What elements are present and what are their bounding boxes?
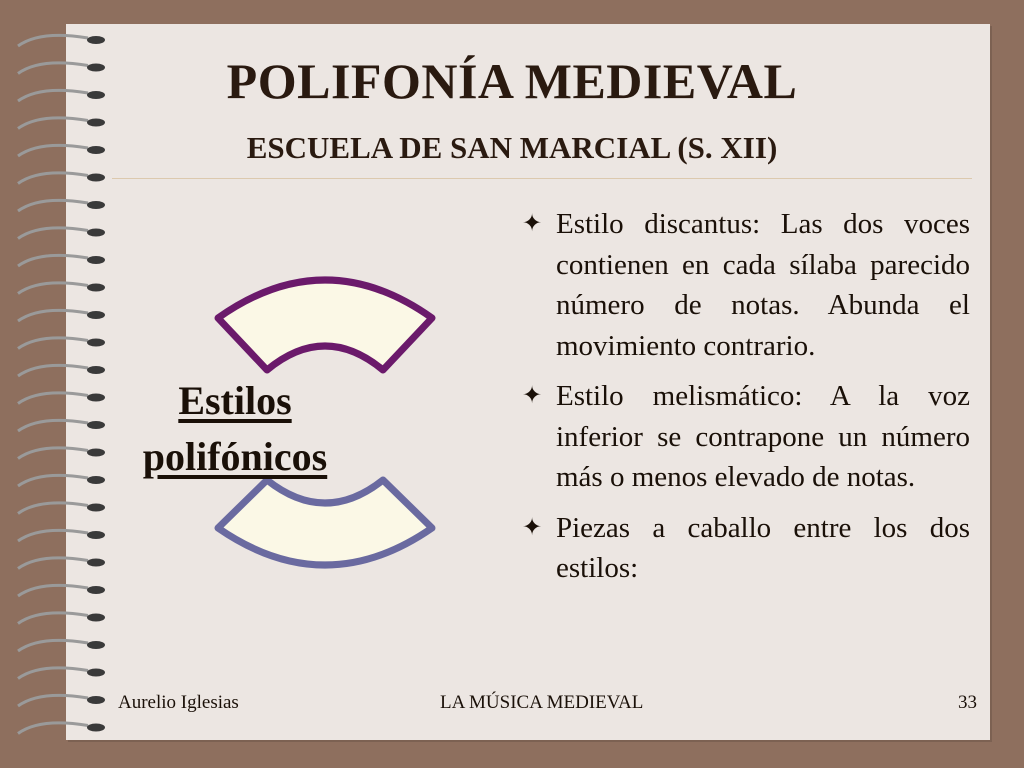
spiral-hole xyxy=(87,229,105,237)
spiral-ring xyxy=(18,558,88,569)
slide-title: POLIFONÍA MEDIEVAL xyxy=(226,53,798,109)
spiral-ring xyxy=(18,420,88,431)
spiral-hole xyxy=(87,531,105,539)
four-point-star-icon: ✦ xyxy=(522,211,543,237)
spiral-ring xyxy=(18,640,88,651)
slide-subtitle: ESCUELA DE SAN MARCIAL (S. XII) xyxy=(246,130,778,165)
spiral-hole xyxy=(87,394,105,402)
four-point-star-icon: ✦ xyxy=(522,514,543,541)
spiral-hole xyxy=(87,504,105,512)
footer-course: LA MÚSICA MEDIEVAL xyxy=(440,692,644,713)
bottom-arc-shape xyxy=(218,480,432,565)
spiral-ring xyxy=(18,200,88,211)
bullet-text: Estilo melismático: A la voz inferior se contrapone un número más o menos elevado de notas. xyxy=(556,380,970,493)
spiral-hole xyxy=(87,641,105,649)
spiral-hole xyxy=(87,586,105,594)
spiral-hole xyxy=(87,119,105,127)
spiral-hole xyxy=(87,421,105,429)
spiral-ring xyxy=(18,585,88,596)
spiral-ring xyxy=(18,448,88,459)
spiral-hole xyxy=(87,696,105,704)
spiral-ring xyxy=(18,35,88,46)
spiral-ring xyxy=(18,668,88,679)
styles-label-line1: Estilos xyxy=(178,378,292,423)
spiral-ring xyxy=(18,503,88,514)
spiral-ring xyxy=(18,118,88,129)
bullet-item xyxy=(518,376,970,498)
spiral-ring xyxy=(18,338,88,349)
spiral-hole xyxy=(87,174,105,182)
spiral-hole xyxy=(87,476,105,484)
four-point-star-icon: ✦ xyxy=(522,383,543,409)
spiral-hole xyxy=(87,36,105,44)
top-arc-shape xyxy=(218,280,432,370)
spiral-hole xyxy=(87,614,105,622)
spiral-ring xyxy=(18,695,88,706)
footer-page-number: 33 xyxy=(958,692,977,713)
spiral-hole xyxy=(87,449,105,457)
bullet-text: Piezas a caballo entre los dos estilos: xyxy=(556,511,970,584)
spiral-ring xyxy=(18,310,88,321)
spiral-hole xyxy=(87,284,105,292)
spiral-hole xyxy=(87,201,105,209)
spiral-ring xyxy=(18,393,88,404)
spiral-ring xyxy=(18,283,88,294)
spiral-hole xyxy=(87,559,105,567)
spiral-ring xyxy=(18,530,88,541)
spiral-hole xyxy=(87,724,105,732)
spiral-hole xyxy=(87,256,105,264)
bullet-list xyxy=(518,204,970,599)
spiral-ring xyxy=(18,475,88,486)
spiral-binding xyxy=(0,0,120,768)
styles-label-line2: polifónicos xyxy=(142,434,328,479)
bullet-text: Estilo discantus: Las dos voces contienen en cada sílaba parecido número de notas. Abunda el movimiento contrario. xyxy=(556,208,970,362)
spiral-ring xyxy=(18,365,88,376)
footer-author: Aurelio Iglesias xyxy=(118,692,239,713)
spiral-hole xyxy=(87,669,105,677)
spiral-ring xyxy=(18,228,88,239)
title-divider xyxy=(112,178,972,179)
spiral-hole xyxy=(87,339,105,347)
spiral-ring xyxy=(18,723,88,734)
arc-shapes xyxy=(200,262,450,592)
spiral-ring xyxy=(18,173,88,184)
spiral-ring xyxy=(18,613,88,624)
spiral-ring xyxy=(18,255,88,266)
bullet-item xyxy=(518,508,970,589)
spiral-hole xyxy=(87,366,105,374)
spiral-hole xyxy=(87,311,105,319)
bullet-item xyxy=(518,204,970,366)
